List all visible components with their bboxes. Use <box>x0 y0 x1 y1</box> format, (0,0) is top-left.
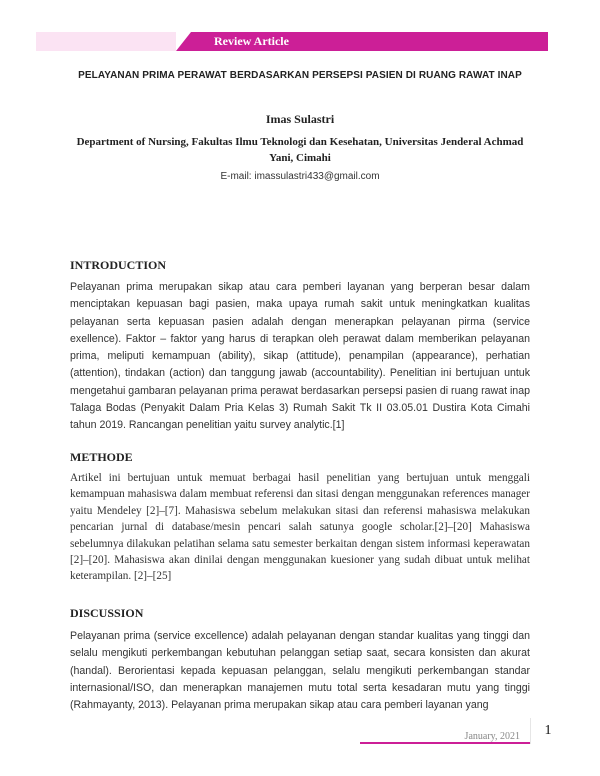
methode-paragraph: Artikel ini bertujuan untuk memuat berbagai hasil penelitian yang bertujuan untuk menggali kemampuan mahasiswa dalam membuat referensi dan sitasi dengan menggunakan references manager yaitu Mendeley [2]–[7]. Mahasiswa sebelum melakukan sitasi dan referensi mahasiswa melakukan pencarian jurnal di database/mesin pencari salah satunya google scholar.[2]–[20] Mahasiswa sebelumnya dilakukan pelatihan selama satu semester berkaitan dengan sistem informasi keperawatan [2]–[20]. Mahasiswa akan dinilai dengan menggunakan kuesioner yang sudah dibuat untuk melihat keterampilan. [2]–[25] <box>70 472 530 583</box>
introduction-paragraph: Pelayanan prima merupakan sikap atau cara pemberi layanan yang berperan besar dalam menciptakan kepuasan bagi pasien, maka upaya rumah sakit untuk meningkatkan kualitas pelayanan serta kepuasan pasien adalah dengan menerapkan pelayanan pirma (service exellence). Faktor – faktor yang harus di terapkan oleh perawat dalam memberikan pelayanan prima, meliputi kemampuan (ability), sikap (attitude), penampilan (appearance), perhatian (attention), tindakan (action) dan tanggung jawab (accountability). Penelitian ini bertujuan untuk mengetahui gambaran pelayanan prima perawat berdasarkan persepsi pasien di ruang rawat inap Talaga Bodas (Penyakit Dalam Pria Kelas 3) Rumah Sakit Tk II 03.05.01 Dustira Kota Cimahi tahun 2019. Rancangan penelitian yaitu survey analytic.[1] <box>70 281 530 432</box>
publication-date: January, 2021 <box>464 731 520 742</box>
footer-accent-line <box>360 742 530 744</box>
methode-heading: METHODE <box>70 450 133 464</box>
discussion-paragraph: Pelayanan prima (service excellence) adalah pelayanan dengan standar kualitas yang tinggi dan selalu mengikuti perkembangan kebutuhan pelanggan setiap saat, secara konsisten dan akurat (handal). Berorientasi kepada kepuasan pelanggan, selalu mengikuti perkembangan standar internasional/ISO, dan menerapkan manajemen mutu total serta kesadaran mutu yang tinggi (Rahmayanty, 2013). Pelayanan prima merupakan sikap atau cara pemberi layanan yang <box>70 630 530 712</box>
page-number: 1 <box>530 718 565 744</box>
article-type-label: Review Article <box>214 34 289 48</box>
introduction-heading: INTRODUCTION <box>70 258 167 272</box>
author-affiliation: Department of Nursing, Fakultas Ilmu Teknologi dan Kesehatan, Universitas Jenderal Achmad Yani, Cimahi <box>76 136 524 164</box>
banner-pale-block <box>36 32 176 51</box>
article-title: PELAYANAN PRIMA PERAWAT BERDASARKAN PERSEPSI PASIEN DI RUANG RAWAT INAP <box>78 70 522 81</box>
header-banner <box>36 32 548 51</box>
author-email: E-mail: imassulastri433@gmail.com <box>220 171 380 182</box>
discussion-heading: DISCUSSION <box>70 606 144 620</box>
author-name: Imas Sulastri <box>265 112 335 126</box>
